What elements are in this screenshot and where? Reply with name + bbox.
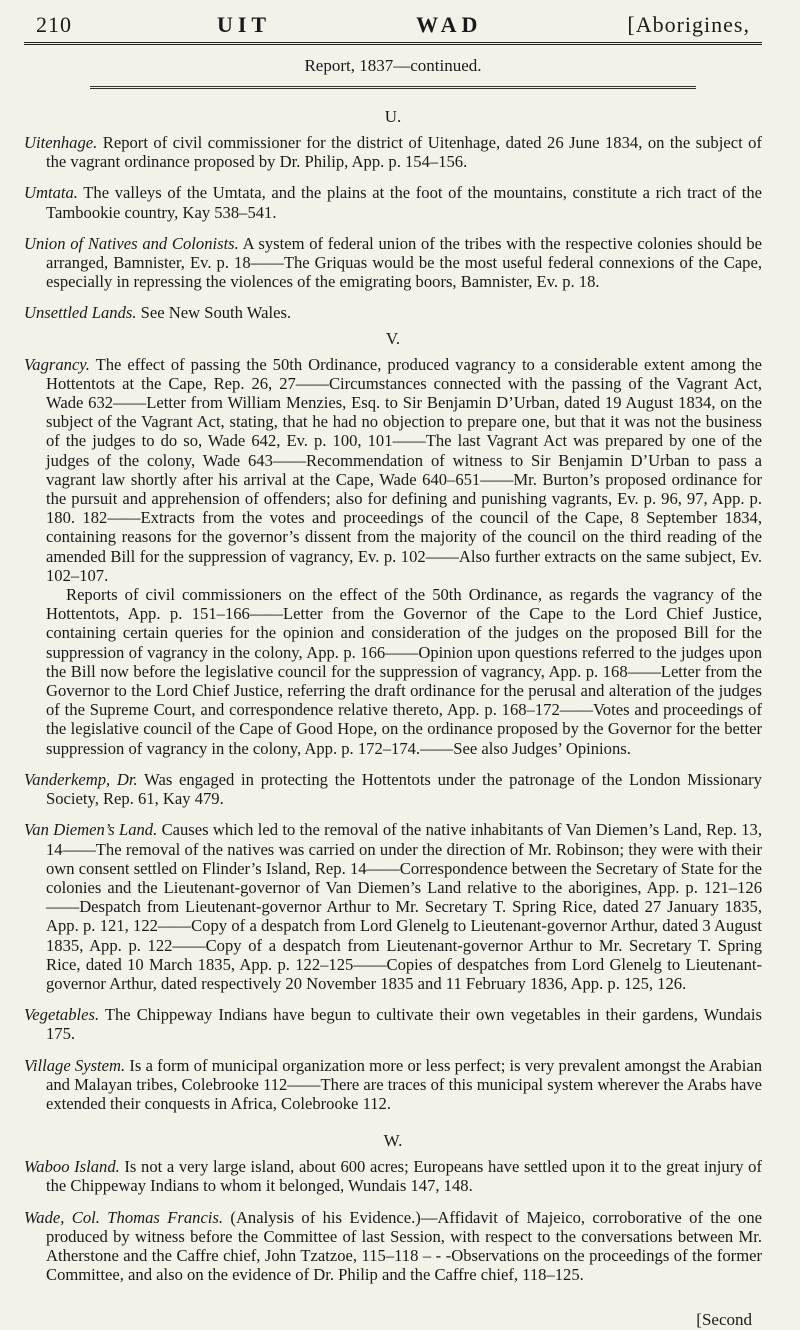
report-line: Report, 1837—continued. — [304, 56, 482, 75]
right-catchword: WAD — [416, 12, 483, 37]
index-entry: Wade, Col. Thomas Francis. (Analysis of his Evidence.)—Affidavit of Majeico, corroborative of the one produced by witness before the Committee of last Session, with respect to the conversations between Mr. Atherstone and the Caffre chief, John Tzatzoe, 115–118 – - -Observations on the proceedings of the former Committee, and also on the evidence of Dr. Philip and the Caffre chief, 118–125. — [24, 1207, 762, 1285]
page-number: 210 — [36, 12, 72, 37]
index-entry: Uitenhage. Report of civil commissioner for the district of Uitenhage, dated 26 June 1834, on the subject of the vagrant ordinance proposed by Dr. Philip, App. p. 154–156. — [24, 133, 762, 172]
index-entry-vagrancy: Vagrancy. The effect of passing the 50th Ordinance, produced vagrancy to a considerable extent among the Hottentots at the Cape, Rep. 26, 27——Circumstances connected with the passing of the Vagrant Act, Wade 632——Letter from William Menzies, Esq. to Sir Benjamin D’Urban, dated 19 August 1834, on the subject of the Vagrant Act, stating, that he had no objection to prepare one, but that it was not the business of the judges to do so, Wade 642, Ev. p. 100, 101——The last Vagrant Act was prepared by one of the judges of the colony, Wade 643——Recommendation of witness to Sir Benjamin D’Urban to pass a vagrant law shortly after his arrival at the Cape, Wade 640–651——Mr. Burton’s proposed ordinance for the pursuit and apprehension of offenders; also for defining and punishing vagrants, Ev. p. 96, 97, App. p. 180. 182——Extracts from the votes and proceedings of the council of the Cape, 8 September 1834, containing reasons for the governor’s dissent from the majority of the council on the third reading of the amended Bill for the suppression of vagrancy, Ev. p. 102——Also further extracts on the same subject, Ev. 102–107. — [24, 354, 762, 585]
report-rule — [90, 86, 695, 89]
letter-heading-u: U. — [384, 107, 402, 126]
index-entry: Union of Natives and Colonists. A system of federal union of the tribes with the respective colonies should be arranged, Bamnister, Ev. p. 18——The Griquas would be the most useful federal connexions of the Cape, especially in repressing the violences of the emigrating boors, Bamnister, Ev. p. 18. — [24, 233, 762, 292]
letter-heading-w: W. — [383, 1131, 403, 1151]
index-entry: Vanderkemp, Dr. Was engaged in protecting the Hottentots under the patronage of the London Missionary Society, Rep. 61, Kay 479. — [24, 769, 762, 809]
header-rule — [24, 42, 762, 48]
section-title: [Aborigines, — [627, 12, 750, 37]
index-entry: Vegetables. The Chippeway Indians have begun to cultivate their own vegetables in their gardens, Wundais 175. — [24, 1005, 762, 1044]
index-entry-continuation: Reports of civil commissioners on the effect of the 50th Ordinance, as regards the vagrancy of the Hottentots, App. p. 151–166——Letter from the Governor of the Cape to the Lord Chief Justice, containing certain queries for the opinion and consideration of the judges on the proposed Bill for the suppression of vagrancy in the colony, App. p. 166——Opinion upon questions referred to the judges upon the Bill now before the legislative council for the suppression of vagrancy, App. p. 168——Letter from the Governor to the Lord Chief Justice, referring the draft ordinance for the perusal and alteration of the judges of the Supreme Court, and correspondence relative thereto, App. p. 168–172——Votes and proceedings of the legislative council of the Cape of Good Hope, on the ordinance proposed by the Governor for the better suppression of vagrancy in the colony, App. p. 172–174.——See also Judges’ Opinions. — [46, 585, 762, 758]
index-entry: Waboo Island. Is not a very large island, about 600 acres; Europeans have settled upon it to the great injury of the Chippeway Indians to whom it belonged, Wundais 147, 148. — [24, 1157, 762, 1196]
index-entry: Umtata. The valleys of the Umtata, and the plains at the foot of the mountains, constitute a rich tract of the Tambookie country, Kay 538–541. — [24, 183, 762, 222]
running-head — [24, 12, 762, 38]
index-entry: Van Diemen’s Land. Causes which led to the removal of the native inhabitants of Van Diemen’s Land, Rep. 13, 14——The removal of the natives was carried on under the direction of Mr. Robinson; they were with their own consent settled on Flinder’s Island, Rep. 14——Correspondence between the Secretary of State for the colonies and the Lieutenant-governor of Van Diemen’s Land relative to the aborigines, App. p. 121–126——Despatch from Lieutenant-governor Arthur to Mr. Secretary T. Spring Rice, dated 27 January 1835, App. p. 121, 122——Copy of a despatch from Lord Glenelg to Lieutenant-governor Arthur, dated 3 August 1835, App. p. 122——Copy of a despatch from Lieutenant-governor Arthur to Mr. Secretary T. Spring Rice, dated 10 March 1835, App. p. 122–125——Copies of despatches from Lord Glenelg to Lieutenant-governor Arthur, dated respectively 20 November 1835 and 11 February 1836, App. p. 125, 126. — [24, 820, 762, 993]
letter-heading-v: V. — [385, 328, 401, 348]
page-catchword: [Second — [696, 1310, 752, 1330]
index-entry: Village System. Is a form of municipal organization more or less perfect; is very prevalent amongst the Arabian and Malayan tribes, Colebrooke 112——There are traces of this municipal system wherever the Arabs have extended their conquests in Africa, Colebrooke 112. — [24, 1055, 762, 1113]
index-entry: Unsettled Lands. See New South Wales. — [24, 303, 292, 323]
left-catchword: UIT — [216, 12, 272, 37]
